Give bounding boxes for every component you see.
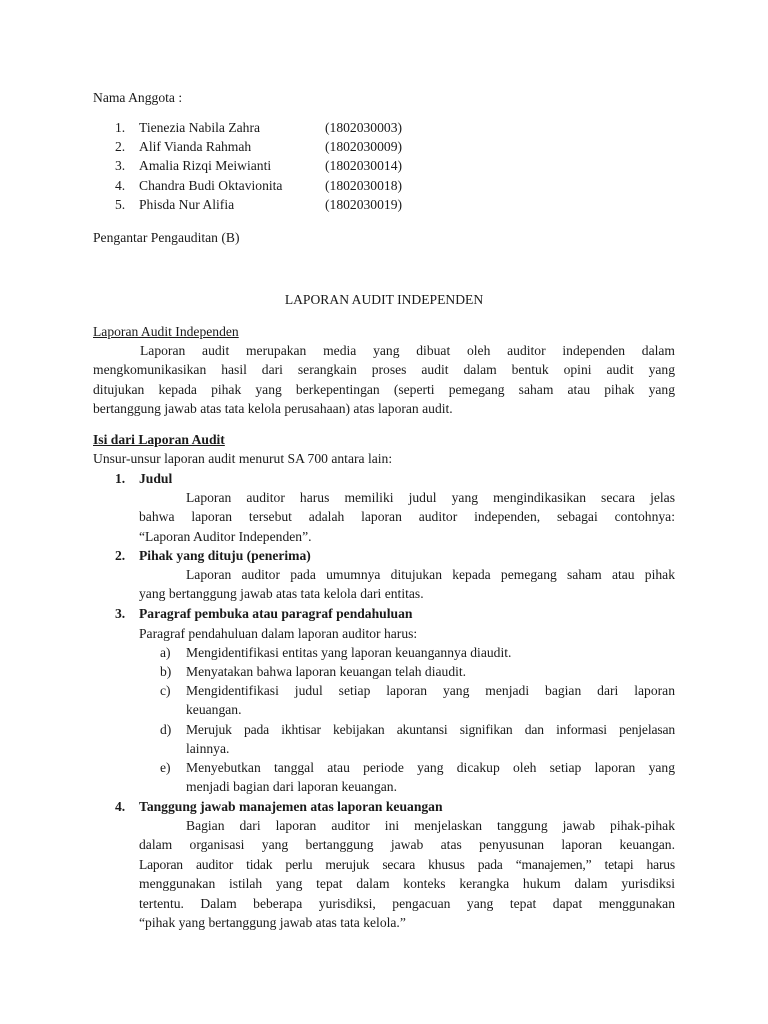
members-label: Nama Anggota :	[93, 90, 183, 105]
item-title: Tanggung jawab manajemen atas laporan keuangan	[139, 799, 443, 814]
member-number: 2.	[115, 139, 126, 154]
item-paragraph	[139, 816, 675, 932]
paragraph-line: dalam organisasi yang bertanggung jawab atas penyusunan laporan keuangan.	[139, 837, 675, 853]
document-title: LAPORAN AUDIT INDEPENDEN	[284, 292, 484, 307]
item-number: 1.	[115, 471, 126, 486]
paragraph-line: Laporan audit merupakan media yang dibuat oleh auditor independen dalam	[140, 343, 675, 358]
member-id: (1802030018)	[325, 178, 403, 193]
paragraph-line: menjadi bagian dari laporan keuangan.	[186, 779, 397, 795]
section-intro: Unsur-unsur laporan audit menurut SA 700 antara lain:	[93, 451, 393, 466]
paragraph-line: menggunakan istilah yang tepat dalam konteks kerangka hukum dalam yurisdiksi	[139, 876, 675, 892]
subitem-text	[186, 681, 675, 720]
member-name: Alif Vianda Rahmah	[139, 139, 252, 154]
item-paragraph	[139, 488, 675, 546]
member-id: (1802030019)	[325, 197, 403, 212]
subitem-label: a)	[160, 645, 171, 660]
subitem-label: d)	[160, 722, 172, 737]
subitem-label: c)	[160, 683, 171, 698]
member-number: 1.	[115, 120, 126, 135]
item-title: Judul	[139, 471, 173, 486]
subitem-label: e)	[160, 760, 171, 775]
member-id: (1802030009)	[325, 139, 403, 154]
member-name: Tienezia Nabila Zahra	[139, 120, 261, 135]
member-number: 3.	[115, 158, 126, 173]
subitem-text	[186, 758, 675, 797]
member-id: (1802030014)	[325, 158, 403, 173]
member-name: Phisda Nur Alifia	[139, 197, 235, 212]
item-number: 4.	[115, 799, 126, 814]
item-paragraph	[139, 565, 675, 604]
section-paragraph	[93, 341, 675, 419]
section-heading: Isi dari Laporan Audit	[93, 432, 225, 447]
paragraph-line: Menyebutkan tanggal atau periode yang dicakup oleh setiap laporan yang	[186, 760, 675, 775]
paragraph-line: bahwa laporan tersebut adalah laporan auditor independen, sebagai contohnya:	[139, 509, 675, 525]
item-number: 3.	[115, 606, 126, 621]
subitem-text	[186, 720, 675, 759]
item-intro: Paragraf pendahuluan dalam laporan auditor harus:	[139, 626, 418, 641]
paragraph-line: Laporan auditor pada umumnya ditujukan kepada pemegang saham atau pihak	[186, 567, 675, 582]
course-name: Pengantar Pengauditan (B)	[93, 230, 240, 245]
member-name: Amalia Rizqi Meiwianti	[139, 158, 272, 173]
subitem-label: b)	[160, 664, 172, 679]
section-heading: Laporan Audit Independen	[93, 324, 239, 339]
paragraph-line: Laporan auditor harus memiliki judul yang mengindikasikan secara jelas	[186, 490, 675, 505]
item-number: 2.	[115, 548, 126, 563]
paragraph-line: keuangan.	[186, 702, 242, 718]
paragraph-line: bertanggung jawab atas tata kelola perusahaan) atas laporan audit.	[93, 401, 453, 417]
item-title: Pihak yang dituju (penerima)	[139, 548, 311, 563]
member-number: 4.	[115, 178, 126, 193]
paragraph-line: yang bertanggung jawab atas tata kelola dari entitas.	[139, 586, 424, 602]
member-number: 5.	[115, 197, 126, 212]
paragraph-line: lainnya.	[186, 741, 230, 757]
subitem-text: Mengidentifikasi entitas yang laporan keuangannya diaudit.	[186, 645, 512, 660]
paragraph-line: Mengidentifikasi judul setiap laporan yang menjadi bagian dari laporan	[186, 683, 675, 698]
paragraph-line: “Laporan Auditor Independen”.	[139, 528, 312, 544]
item-title: Paragraf pembuka atau paragraf pendahuluan	[139, 606, 413, 621]
member-id: (1802030003)	[325, 120, 403, 135]
paragraph-line: tertentu. Dalam beberapa yurisdiksi, pengacuan yang tepat dapat menggunakan	[139, 895, 675, 911]
subitem-text: Menyatakan bahwa laporan keuangan telah diaudit.	[186, 664, 467, 679]
paragraph-line: ditujukan kepada pihak yang berkepentingan (seperti pemegang saham atau pihak yang	[93, 381, 675, 397]
member-name: Chandra Budi Oktavionita	[139, 178, 283, 193]
paragraph-line: Merujuk pada ikhtisar kebijakan akuntansi signifikan dan informasi penjelasan	[186, 722, 675, 737]
paragraph-line: Bagian dari laporan auditor ini menjelaskan tanggung jawab pihak-pihak	[186, 818, 675, 833]
paragraph-line: mengkomunikasikan hasil dari serangkain proses audit dalam bentuk opini audit yang	[93, 362, 675, 378]
paragraph-line: “pihak yang bertanggung jawab atas tata kelola.”	[139, 915, 406, 931]
paragraph-line: Laporan auditor tidak perlu merujuk secara khusus pada “manajemen,” tetapi harus	[139, 856, 675, 872]
